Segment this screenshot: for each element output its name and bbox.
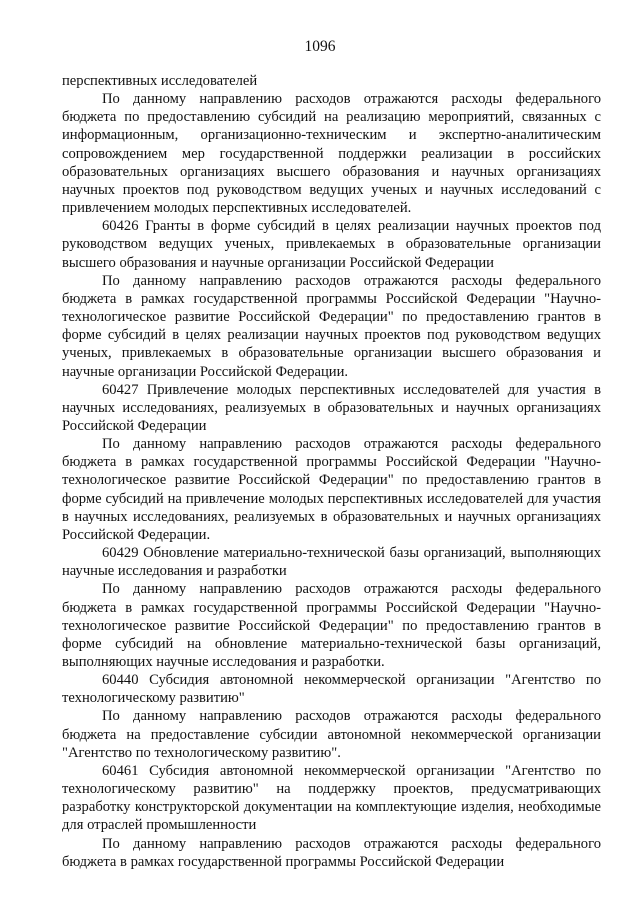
paragraph-heading-60461: 60461 Субсидия автономной некоммерческой организации "Агентство по технологическому развитию" на поддержку проектов, предусматривающих разработку конструкторской документации на комплектующие изделия, необходимые для отраслей промышленности xyxy=(62,762,601,834)
paragraph-description: По данному направлению расходов отражаются расходы федерального бюджета в рамках государственной программы Российской Федерации xyxy=(62,835,601,870)
paragraph-description: По данному направлению расходов отражаются расходы федерального бюджета в рамках государственной программы Российской Федерации "Научно-технологическое развитие Российской Федерации" по предоставлению грантов в форме субсидий на обновление материально-технической базы организаций, выполняющих научные исследования и разработки. xyxy=(62,581,601,670)
paragraph-heading-60427: 60427 Привлечение молодых перспективных исследователей для участия в научных исследованиях, реализуемых в образовательных и научных организациях Российской Федерации xyxy=(62,381,601,434)
paragraph-heading-60429: 60429 Обновление материально-технической базы организаций, выполняющих научные исследования и разработки xyxy=(62,545,601,580)
paragraph-description: По данному направлению расходов отражаются расходы федерального бюджета в рамках государственной программы Российской Федерации "Научно-технологическое развитие Российской Федерации" по предоставлению грантов в форме субсидий в целях реализации научных проектов под руководством ведущих ученых, привлекаемых в образовательные организации высшего образования и научные организации Российской Федерации. xyxy=(62,272,601,380)
paragraph-continuation: перспективных исследователей xyxy=(62,73,258,89)
paragraph-description: По данному направлению расходов отражаются расходы федерального бюджета по предоставлению субсидий на реализацию мероприятий, связанных с информационным, организационно-техническим и экспертно-аналитическим сопровождением мер государственной поддержки реализации в российских образовательных организациях высшего образования и научных организациях научных проектов под руководством ведущих ученых и научных исследований с привлечением молодых перспективных исследователей. xyxy=(62,91,601,217)
paragraph-description: По данному направлению расходов отражаются расходы федерального бюджета на предоставление субсидии автономной некоммерческой организации "Агентство по технологическому развитию". xyxy=(62,708,601,761)
paragraph-heading-60440: 60440 Субсидия автономной некоммерческой организации "Агентство по технологическому развитию" xyxy=(62,672,601,707)
page-number: 1096 xyxy=(304,38,336,55)
paragraph-heading-60426: 60426 Гранты в форме субсидий в целях реализации научных проектов под руководством ведущих ученых, привлекаемых в образовательные организации высшего образования и научные организации Российской Федерации xyxy=(62,218,601,271)
document-body xyxy=(62,72,601,871)
paragraph-description: По данному направлению расходов отражаются расходы федерального бюджета в рамках государственной программы Российской Федерации "Научно-технологическое развитие Российской Федерации" по предоставлению грантов в форме субсидий на привлечение молодых перспективных исследователей для участия в научных исследованиях, реализуемых в образовательных и научных организациях Российской Федерации. xyxy=(62,436,601,543)
